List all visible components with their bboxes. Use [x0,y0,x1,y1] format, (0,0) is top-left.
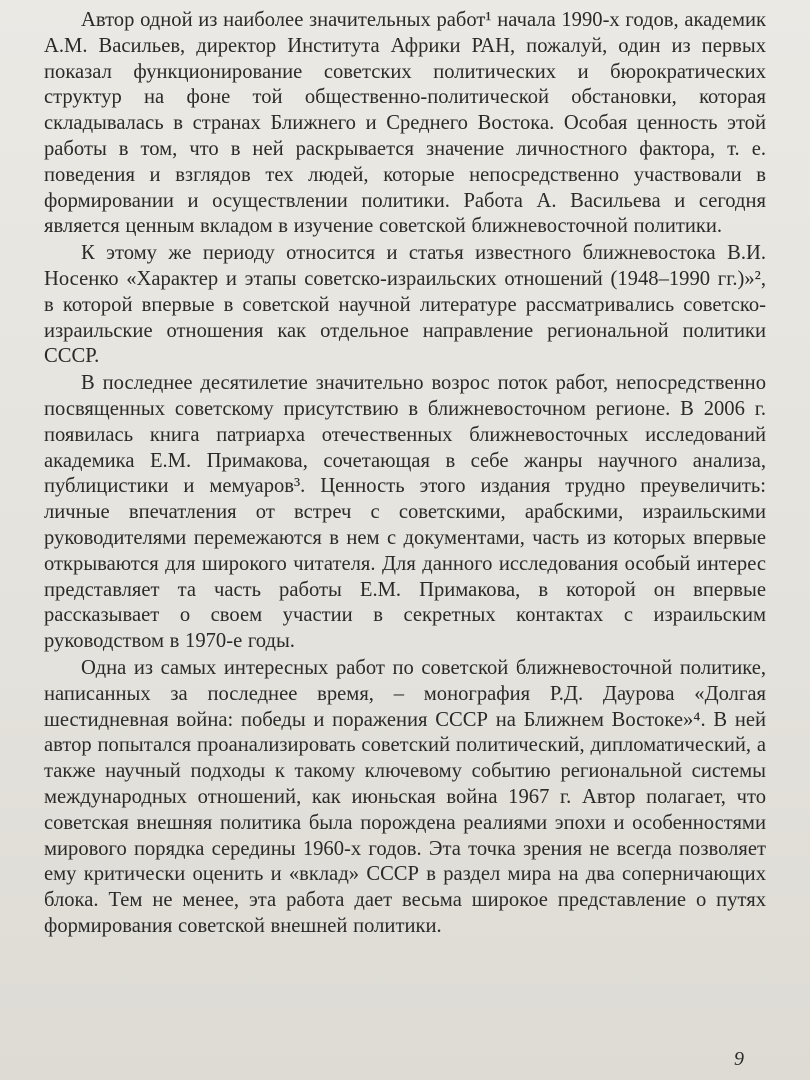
paragraph-4: Одна из самых интересных работ по советской ближневосточной политике, написанных за последнее время, – монография Р.Д. Даурова «Долгая шестидневная война: победы и поражения СССР на Ближнем Востоке»⁴. В ней автор попытался проанализировать советский политический, дипломатический, а также научный подходы к такому ключевому событию региональной системы международных отношений, как июньская война 1967 г. Автор полагает, что советская внешняя политика была порождена реалиями эпохи и особенностями мирового порядка середины 1960-х годов. Эта точка зрения не всегда позволяет ему критически оценить и «вклад» СССР в раздел мира на два соперничающих блока. Тем не менее, эта работа дает весьма широкое представление о путях формирования советской внешней политики. [44,656,766,937]
paragraph-1: Автор одной из наиболее значительных работ¹ начала 1990-х годов, академик А.М. Васильев, директор Института Африки РАН, пожалуй, один из первых показал функционирование советских политических и бюрократических структур на фоне той общественно-политической обстановки, которая складывалась в странах Ближнего и Среднего Востока. Особая ценность этой работы в том, что в ней раскрывается значение личностного фактора, т. е. поведения и взглядов тех людей, которые непосредственно участвовали в формировании и осуществлении политики. Работа А. Васильева и сегодня является ценным вкладом в изучение советской ближневосточной политики. [44,9,766,238]
paragraph-3: В последнее десятилетие значительно возрос поток работ, непосредственно посвященных советскому присутствию в ближневосточном регионе. В 2006 г. появилась книга патриарха отечественных ближневосточных исследований академика Е.М. Примакова, сочетающая в себе жанры научного анализа, публицистики и мемуаров³. Ценность этого издания трудно преувеличить: личные впечатления от встреч с советскими, арабскими, израильскими руководителями перемежаются в нем с документами, часть из которых впервые открываются для широкого читателя. Для данного исследования особый интерес представляет та часть работы Е.М. Примакова, в которой он впервые рассказывает о своем участии в секретных контактах с израильским руководством в 1970-е годы. [44,372,766,653]
book-page [44,8,766,1068]
page-number: 9 [734,1048,744,1070]
paragraph-2: К этому же периоду относится и статья известного ближневостока В.И. Носенко «Характер и этапы советско-израильских отношений (1948–1990 гг.)»², в которой впервые в советской научной литературе рассматривались советско-израильские отношения как отдельное направление региональной политики СССР. [44,242,766,368]
